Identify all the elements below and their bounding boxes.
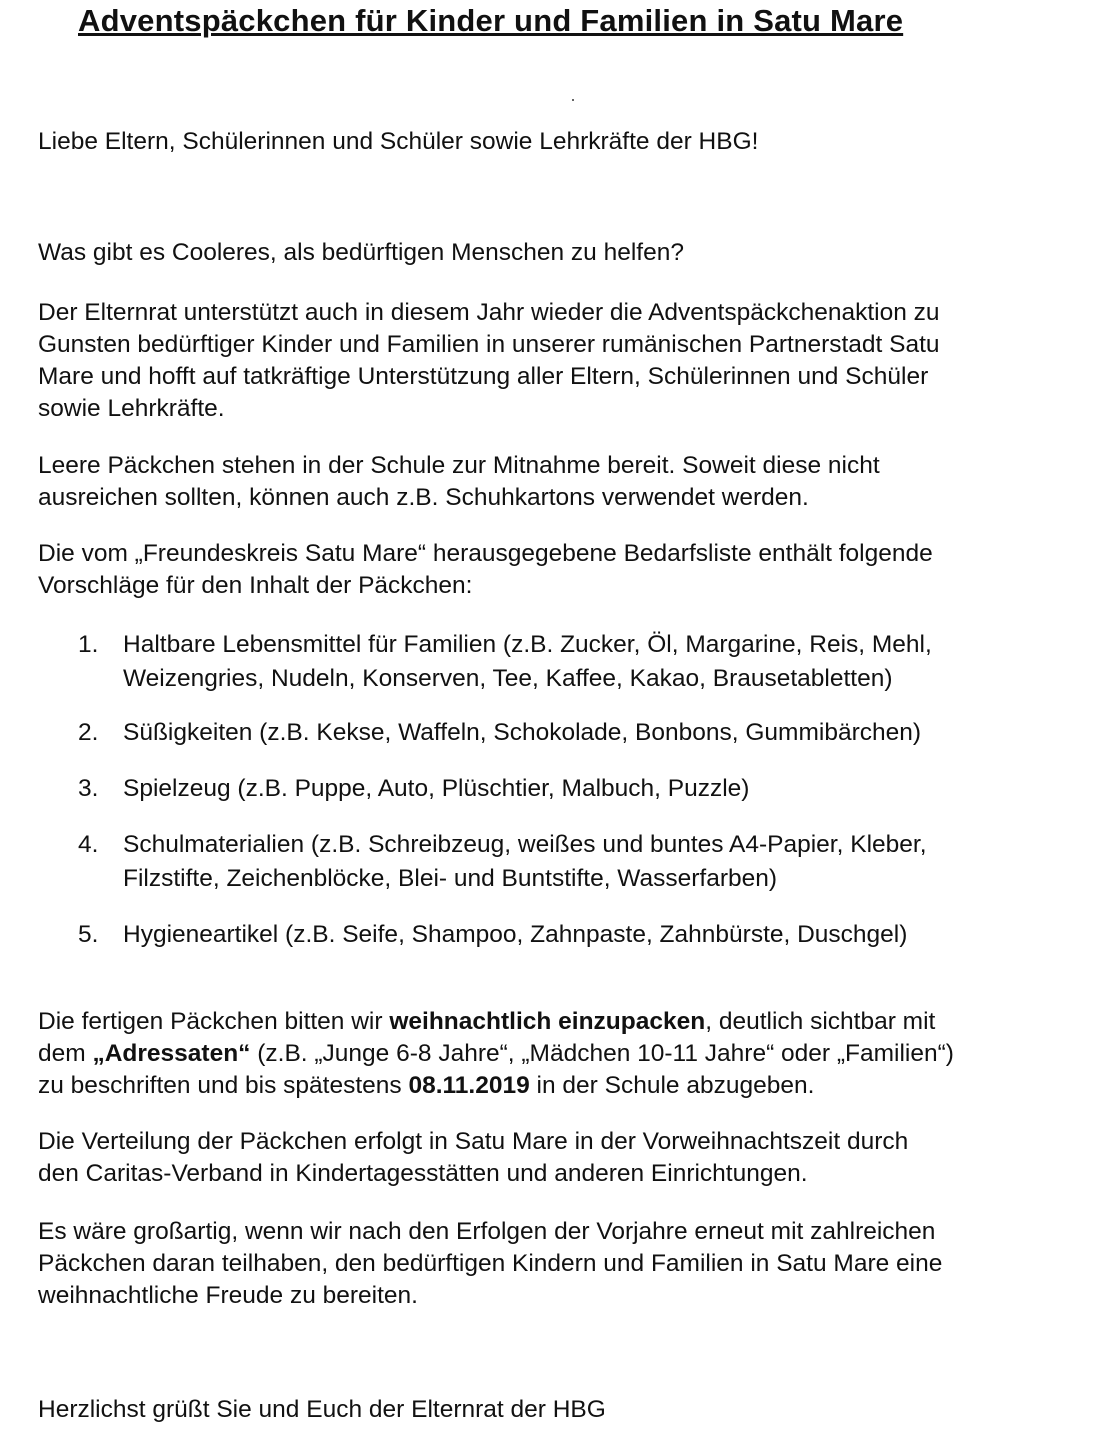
text-run: in der Schule abzugeben. bbox=[529, 1072, 815, 1099]
list-text bbox=[123, 772, 749, 806]
list-line: Weizengries, Nudeln, Konserven, Tee, Kaffee, Kakao, Brausetabletten) bbox=[123, 665, 893, 692]
paragraph-line bbox=[38, 1038, 1088, 1070]
text-run: Die fertigen Päckchen bitten wir bbox=[38, 1008, 390, 1035]
paragraph-line: sowie Lehrkräfte. bbox=[38, 395, 225, 422]
paragraph-line: weihnachtliche Freude zu bereiten. bbox=[38, 1282, 418, 1309]
list-text bbox=[123, 628, 932, 696]
instructions-paragraph bbox=[38, 1006, 1088, 1102]
paragraph-line: Mare und hofft auf tatkräftige Unterstützung aller Eltern, Schülerinnen und Schüler bbox=[38, 363, 929, 390]
paragraph-line: ausreichen sollten, können auch z.B. Schuhkartons verwendet werden. bbox=[38, 484, 809, 511]
greeting bbox=[38, 126, 1088, 158]
signoff-line: Herzlichst grüßt Sie und Euch der Elternrat der HBG bbox=[38, 1396, 606, 1423]
text-run: , deutlich sichtbar mit bbox=[705, 1008, 936, 1035]
paragraph-line: Es wäre großartig, wenn wir nach den Erfolgen der Vorjahre erneut mit zahlreichen bbox=[38, 1218, 936, 1245]
list-number: 4. bbox=[78, 831, 99, 858]
list-number: 1. bbox=[78, 631, 99, 658]
emphasis-text: weihnachtlich einzupacken bbox=[389, 1008, 706, 1035]
list-number: 3. bbox=[78, 775, 99, 802]
distribution-paragraph bbox=[38, 1126, 1088, 1190]
document-title: Adventspäckchen für Kinder und Familien in Satu Mare bbox=[78, 3, 904, 38]
greeting-line: Liebe Eltern, Schülerinnen und Schüler sowie Lehrkräfte der HBG! bbox=[38, 128, 759, 155]
list-number: 2. bbox=[78, 719, 99, 746]
list-number: 5. bbox=[78, 921, 99, 948]
question-line: Was gibt es Cooleres, als bedürftigen Menschen zu helfen? bbox=[38, 239, 684, 266]
text-run: zu beschriften und bis spätestens bbox=[38, 1072, 409, 1099]
paragraph-line: Der Elternrat unterstützt auch in diesem Jahr wieder die Adventspäckchenaktion zu bbox=[38, 299, 940, 326]
question bbox=[38, 237, 1088, 269]
list-line: Süßigkeiten (z.B. Kekse, Waffeln, Schokolade, Bonbons, Gummibärchen) bbox=[123, 719, 922, 746]
closing-paragraph bbox=[38, 1216, 1088, 1312]
list-line: Spielzeug (z.B. Puppe, Auto, Plüschtier, Malbuch, Puzzle) bbox=[123, 775, 750, 802]
list-text bbox=[123, 716, 921, 750]
list-line: Schulmaterialien (z.B. Schreibzeug, weißes und buntes A4-Papier, Kleber, bbox=[123, 831, 927, 858]
list-line: Hygieneartikel (z.B. Seife, Shampoo, Zahnpaste, Zahnbürste, Duschgel) bbox=[123, 921, 908, 948]
paragraph-line: Leere Päckchen stehen in der Schule zur Mitnahme bereit. Soweit diese nicht bbox=[38, 452, 880, 479]
scan-speck bbox=[572, 99, 574, 101]
intro-paragraph bbox=[38, 297, 1088, 425]
list-text bbox=[123, 918, 907, 952]
paragraph-line bbox=[38, 1006, 1088, 1038]
deadline-date: 08.11.2019 bbox=[408, 1072, 530, 1099]
text-run: dem bbox=[38, 1040, 93, 1067]
paragraph-line: Päckchen daran teilhaben, den bedürftigen Kindern und Familien in Satu Mare eine bbox=[38, 1250, 943, 1277]
paragraph-line: den Caritas-Verband in Kindertagesstätten und anderen Einrichtungen. bbox=[38, 1160, 808, 1187]
paragraph-line bbox=[38, 1070, 1088, 1102]
emphasis-text: „Adressaten“ bbox=[92, 1040, 251, 1067]
text-run: (z.B. „Junge 6-8 Jahre“, „Mädchen 10-11 Jahre“ oder „Familien“) bbox=[250, 1040, 954, 1067]
paragraph-line: Vorschläge für den Inhalt der Päckchen: bbox=[38, 572, 473, 599]
paragraph-line: Gunsten bedürftiger Kinder und Familien in unserer rumänischen Partnerstadt Satu bbox=[38, 331, 940, 358]
needs-intro-paragraph bbox=[38, 538, 1088, 602]
signoff bbox=[38, 1394, 1088, 1426]
paragraph-line: Die vom „Freundeskreis Satu Mare“ herausgegebene Bedarfsliste enthält folgende bbox=[38, 540, 933, 567]
list-line: Haltbare Lebensmittel für Familien (z.B. Zucker, Öl, Margarine, Reis, Mehl, bbox=[123, 631, 932, 658]
boxes-paragraph bbox=[38, 450, 1088, 514]
paragraph-line: Die Verteilung der Päckchen erfolgt in Satu Mare in der Vorweihnachtszeit durch bbox=[38, 1128, 909, 1155]
list-text bbox=[123, 828, 927, 896]
list-line: Filzstifte, Zeichenblöcke, Blei- und Buntstifte, Wasserfarben) bbox=[123, 865, 778, 892]
